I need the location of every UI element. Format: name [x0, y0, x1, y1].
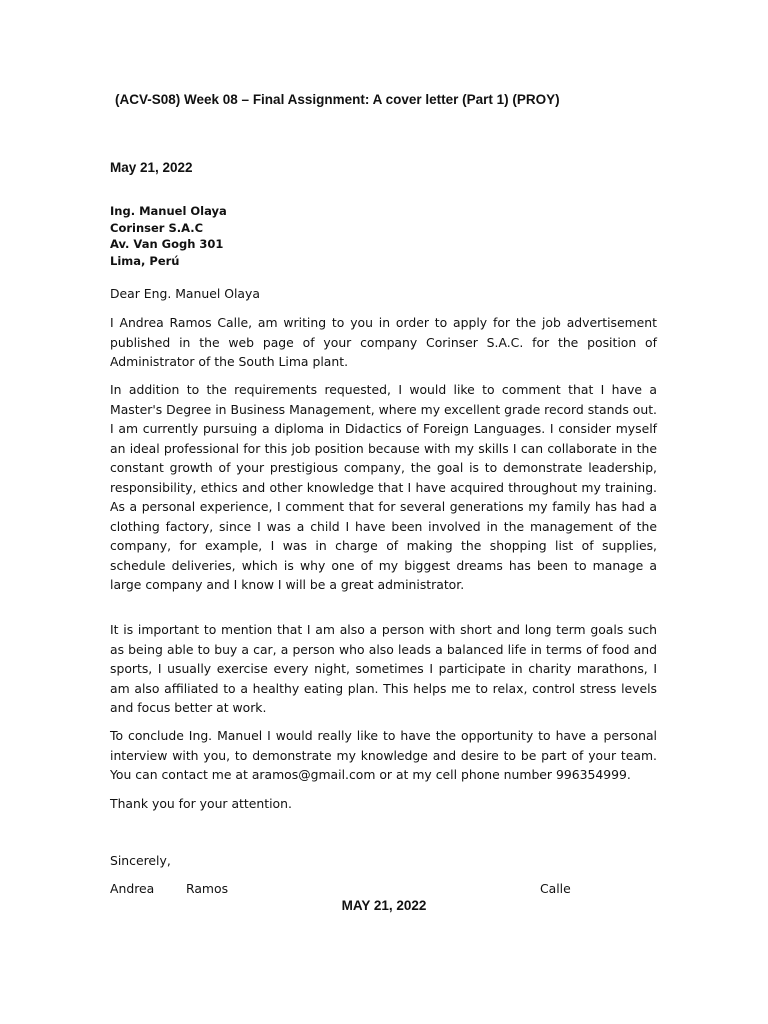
recipient-street: Av. Van Gogh 301 — [110, 237, 224, 251]
paragraph-intro: I Andrea Ramos Calle, am writing to you in order to apply for the job advertisement published in the web page of your company Corinser S.A.C. for the position of Administrator of the South Lima plant. — [110, 315, 657, 369]
letter-date: May 21, 2022 — [110, 160, 193, 175]
closing: Sincerely, — [110, 853, 171, 868]
paragraph-conclusion: To conclude Ing. Manuel I would really like to have the opportunity to have a personal interview with you, to demonstrate my knowledge and desire to be part of your team. You can contact me at aramos@gmail.com or at my cell phone number 996354999. — [110, 728, 657, 782]
footer-date: MAY 21, 2022 — [341, 898, 427, 913]
recipient-address — [110, 203, 227, 269]
signature-last-name: Calle — [540, 881, 571, 896]
signature-first-name: Andrea — [110, 881, 155, 896]
recipient-name: Ing. Manuel Olaya — [110, 204, 227, 218]
recipient-company: Corinser S.A.C — [110, 220, 204, 235]
salutation: Dear Eng. Manuel Olaya — [110, 286, 260, 301]
assignment-heading: (ACV-S08) Week 08 – Final Assignment: A cover letter (Part 1) (PROY) — [115, 92, 560, 107]
signature-middle-name: Ramos — [186, 881, 229, 896]
recipient-city: Lima, Perú — [110, 253, 180, 268]
paragraph-personal: It is important to mention that I am also a person with short and long term goals such as being able to buy a car, a person who also leads a balanced life in terms of food and sports, I usually exercise every night, sometimes I participate in charity marathons, I am also affiliated to a healthy eating plan. This helps me to relax, control stress levels and focus better at work. — [110, 622, 657, 715]
paragraph-qualifications: In addition to the requirements requested, I would like to comment that I have a Master's Degree in Business Management, where my excellent grade record stands out. I am currently pursuing a diploma in Didactics of Foreign Languages. I consider myself an ideal professional for this job position because with my skills I can collaborate in the constant growth of your prestigious company, the goal is to demonstrate leadership, responsibility, ethics and other knowledge that I have acquired throughout my training. As a personal experience, I comment that for several generations my family has had a clothing factory, since I was a child I have been involved in the management of the company, for example, I was in charge of making the shopping list of supplies, schedule deliveries, which is why one of my biggest dreams has been to manage a large company and I know I will be a great administrator. — [110, 382, 657, 592]
paragraph-thanks: Thank you for your attention. — [110, 796, 292, 811]
